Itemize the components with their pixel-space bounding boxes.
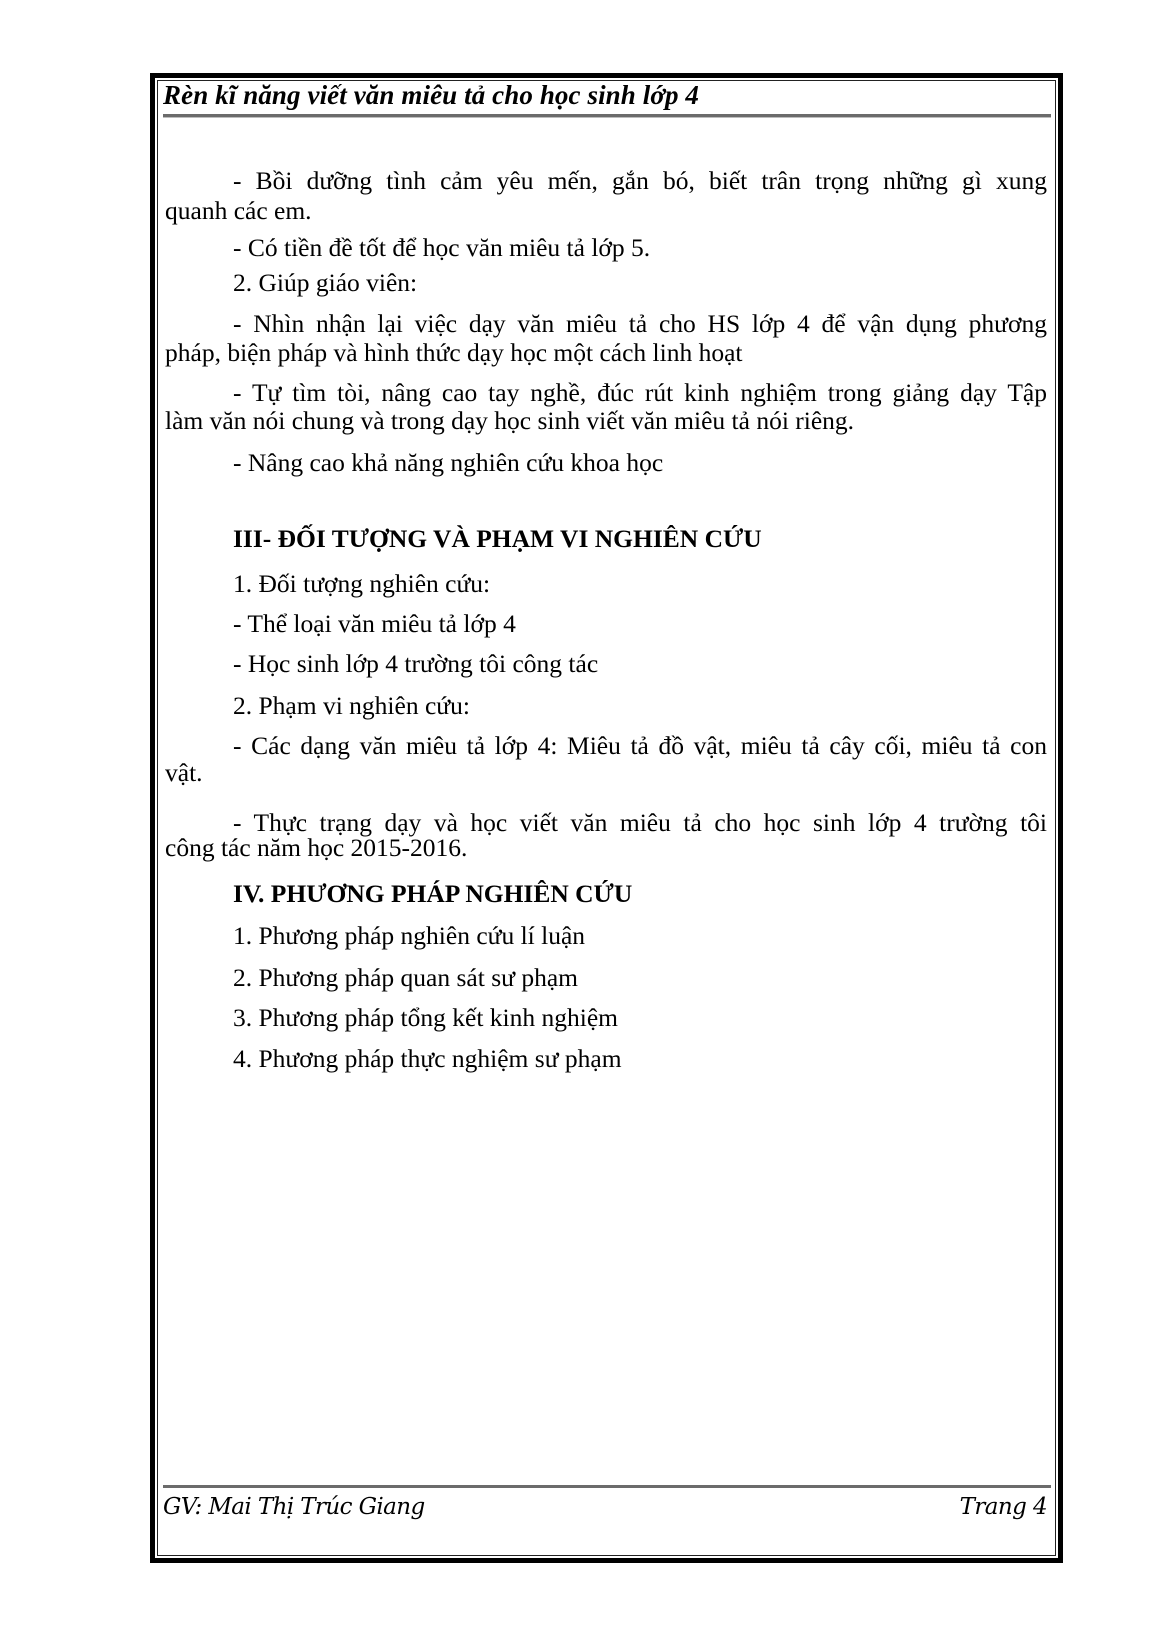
list-item-line: công tác năm học 2015-2016. (165, 833, 468, 862)
method-item: 2. Phương pháp quan sát sư phạm (233, 963, 578, 992)
method-item: 3. Phương pháp tổng kết kinh nghiệm (233, 1003, 618, 1032)
method-item: 4. Phương pháp thực nghiệm sư phạm (233, 1044, 622, 1073)
page-header (163, 78, 1051, 117)
paragraph-line: - Bồi dưỡng tình cảm yêu mến, gắn bó, biết trân trọng những gì xung (233, 166, 1047, 195)
list-item-line: vật. (165, 758, 203, 787)
paragraph-line: quanh các em. (165, 196, 312, 225)
list-item: - Học sinh lớp 4 trường tôi công tác (233, 649, 599, 678)
list-item-line: - Thực trạng dạy và học viết văn miêu tả cho học sinh lớp 4 trường tôi (233, 808, 1047, 837)
paragraph-line: làm văn nói chung và trong dạy học sinh viết văn miêu tả nói riêng. (165, 406, 855, 435)
subheading: 1. Đối tượng nghiên cứu: (233, 569, 491, 598)
footer-page-number: Trang 4 (959, 1494, 1047, 1520)
page-footer (163, 1485, 1051, 1520)
paragraph: - Nâng cao khả năng nghiên cứu khoa học (233, 448, 664, 477)
paragraph-line: pháp, biện pháp và hình thức dạy học một cách linh hoạt (165, 338, 743, 367)
footer-author: GV: Mai Thị Trúc Giang (163, 1494, 425, 1520)
subheading: 2. Giúp giáo viên: (233, 268, 418, 297)
header-title: Rèn kĩ năng viết văn miêu tả cho học sinh lớp 4 (163, 80, 699, 110)
paragraph: - Có tiền đề tốt để học văn miêu tả lớp 5. (233, 233, 651, 262)
section-heading: IV. PHƯƠNG PHÁP NGHIÊN CỨU (233, 879, 633, 908)
list-item: - Thể loại văn miêu tả lớp 4 (233, 609, 516, 638)
paragraph-line: - Tự tìm tòi, nâng cao tay nghề, đúc rút kinh nghiệm trong giảng dạy Tập (233, 378, 1047, 407)
list-item-line: - Các dạng văn miêu tả lớp 4: Miêu tả đồ vật, miêu tả cây cối, miêu tả con (233, 731, 1047, 760)
subheading: 2. Phạm vi nghiên cứu: (233, 691, 470, 720)
method-item: 1. Phương pháp nghiên cứu lí luận (233, 921, 586, 950)
section-heading: III- ĐỐI TƯỢNG VÀ PHẠM VI NGHIÊN CỨU (233, 524, 762, 553)
paragraph-line: - Nhìn nhận lại việc dạy văn miêu tả cho HS lớp 4 để vận dụng phương (233, 309, 1047, 338)
